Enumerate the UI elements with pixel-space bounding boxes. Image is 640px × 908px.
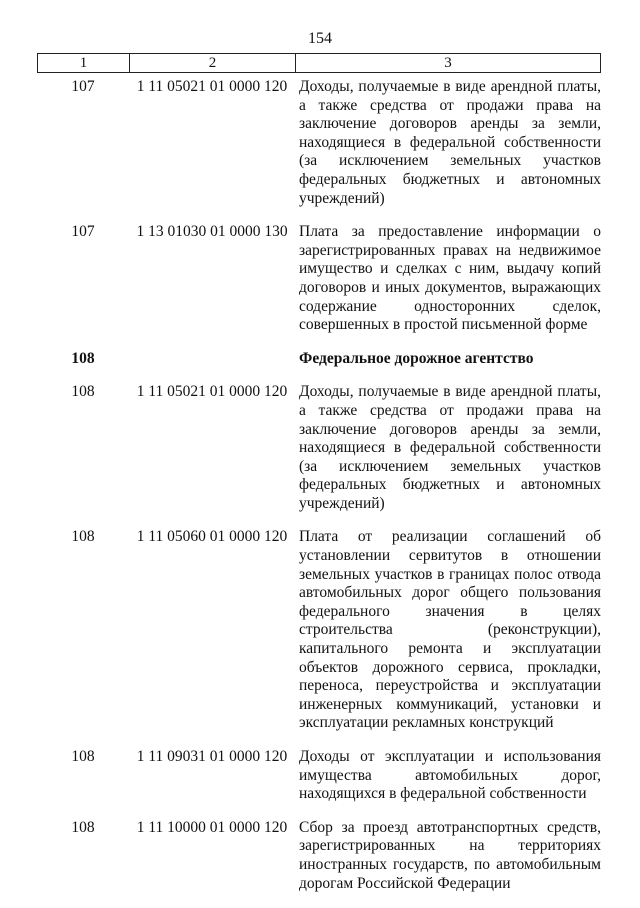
header-col-2: 2	[130, 54, 296, 72]
revenue-code: 1 13 01030 01 0000 130	[136, 223, 288, 241]
revenue-description: Плата от реализации соглашений об установлении сервитутов в отношении земельных участков в границах полос отвода автомобильных дорог общего пользования федерального значения в целях строительства (реконструкции), капитального ремонта и эксплуатации объектов дорожного сервиса, прокладки, переноса, переустройства и эксплуатации инженерных коммуникаций, установки и эксплуатации рекламных конструкций	[299, 528, 601, 732]
revenue-description: Доходы, получаемые в виде арендной платы, а также средства от продажи права на заключение договоров аренды за земли, находящиеся в федеральной собственности (за исключением земельных участков федеральных бюджетных и автономных учреждений)	[299, 383, 601, 512]
header-col-1: 1	[38, 54, 130, 72]
admin-code: 108	[71, 748, 95, 765]
table-row	[37, 383, 601, 513]
admin-code: 108	[71, 383, 95, 401]
table-row	[37, 528, 601, 733]
revenue-code: 1 11 10000 01 0000 120	[136, 818, 288, 836]
revenue-code: 1 11 05021 01 0000 120	[136, 78, 288, 95]
table-row	[37, 819, 601, 893]
table-body	[37, 78, 601, 908]
revenue-description: Сбор за проезд автотранспортных средств, зарегистрированных на территориях иностранных государств, по автомобильным дорогам Российской Федерации	[299, 818, 601, 892]
admin-code: 107	[71, 223, 95, 241]
revenue-code: 1 11 05060 01 0000 120	[136, 528, 288, 546]
revenue-description: Доходы от эксплуатации и использования имущества автомобильных дорог, находящихся в федеральной собственности	[299, 748, 601, 803]
header-col-3: 3	[444, 55, 452, 71]
admin-code: 107	[71, 78, 95, 95]
page-number: 154	[308, 30, 332, 47]
admin-code: 108	[71, 528, 95, 546]
table-row	[37, 748, 601, 804]
revenue-code: 1 11 09031 01 0000 120	[136, 748, 288, 765]
table-row	[37, 78, 601, 208]
admin-code: 108	[71, 818, 95, 836]
table-row	[37, 223, 601, 335]
table-header	[37, 53, 601, 73]
revenue-description: Плата за предоставление информации о зарегистрированных правах на недвижимое имущество и сделках с ним, выдачу копий договоров и иных документов, выражающих содержание односторонних сделок, совершенных в простой письменной форме	[299, 223, 601, 334]
revenue-code: 1 11 05021 01 0000 120	[136, 383, 288, 401]
admin-code: 108	[71, 349, 95, 367]
table-section-row	[37, 350, 601, 369]
agency-title: Федеральное дорожное агентство	[299, 349, 534, 367]
revenue-description: Доходы, получаемые в виде арендной платы, а также средства от продажи права на заключение договоров аренды за земли, находящиеся в федеральной собственности (за исключением земельных участков федеральных бюджетных и автономных учреждений)	[299, 78, 601, 207]
revenue-code	[129, 350, 295, 369]
